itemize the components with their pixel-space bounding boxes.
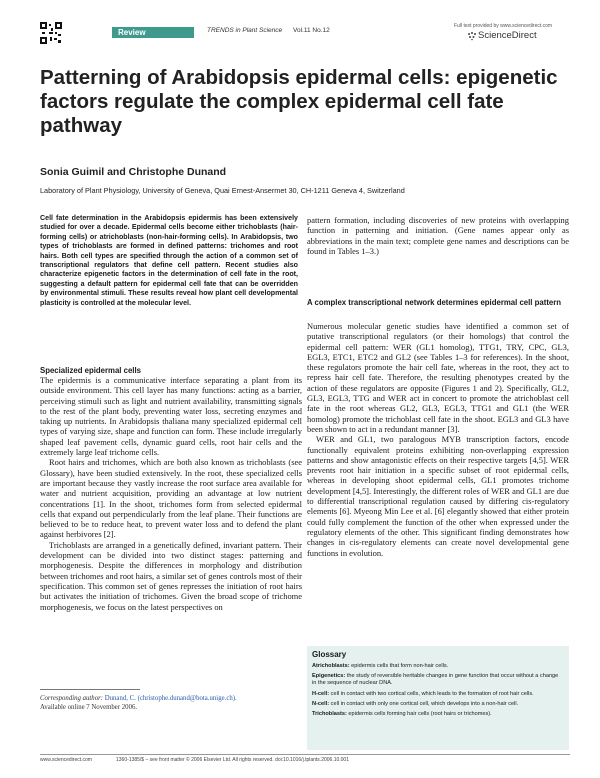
paragraph: pattern formation, including discoveries of new proteins with overlapping function in patterning and initiation. (Gene names appear only as abbreviations in the main text; complete gene names and descriptions can be found in Tables 1–3.) <box>307 215 569 256</box>
footnote-divider <box>40 689 140 690</box>
footnote-label: Corresponding author: <box>40 695 104 702</box>
article-title: Patterning of Arabidopsis epidermal cells: epigenetic factors regulate the complex epidermal cell fate pathway <box>40 66 558 137</box>
glossary-entry: N-cell: cell in contact with only one cortical cell, which develops into a non-hair cell. <box>312 700 519 707</box>
right-column-intro <box>307 215 569 256</box>
available-online: Available online 7 November 2006. <box>40 704 138 711</box>
qr-code-icon <box>40 22 62 44</box>
article-authors: Sonia Guimil and Christophe Dunand <box>40 166 227 178</box>
fulltext-note: Full text provided by www.sciencedirect.com <box>454 23 553 29</box>
article-abstract: Cell fate determination in the Arabidopsis epidermis has been extensively studied for over a decade. Epidermal cells become either trichoblasts (hair-forming cells) or atrichoblasts (non-hair-forming cells). In Arabidopsis, two types of trichoblasts are formed in defined patterns: trichomes and root hairs. Both cell types are specified through the action of a common set of transcriptional regulators that define cell pattern. Recent studies also characterize epigenetic factors in the determination of cell fate in the root, suggesting a default pattern for epidermal cell fate that can be overridden by environmental stimuli. These results reveal how plant cell developmental plasticity is controlled at the molecular level. <box>40 214 298 307</box>
footnote <box>40 694 237 712</box>
sciencedirect-brand[interactable]: ScienceDirect <box>478 30 537 41</box>
glossary-entry: Epigenetics: the study of reversible heritable changes in gene function that occur without a change in the sequence of nuclear DNA. <box>312 673 559 687</box>
bottom-divider <box>40 754 570 755</box>
journal-name: TRENDS in Plant Science <box>207 27 283 34</box>
section-tag: Review <box>112 27 194 38</box>
paragraph: The epidermis is a communicative interface separating a plant from its outside environment. This cell layer has many functions: acting as a barrier, perceiving stimuli such as light and nutrient availability, transmitting signals to the rest of the plant body, preventing water loss, secreting enzymes and taking up nutrients. In Arabidopsis thaliana many specialized epidermal cell types of varying size, shape and function can form. These include irregularly shaped leaf pavement cells, dynamic guard cells, root hair cells and the extremely large leaf trichome cells. <box>40 375 302 458</box>
article-affiliation: Laboratory of Plant Physiology, University of Geneva, Quai Ernest-Ansermet 30, CH-1211 Geneva 4, Switzerland <box>40 186 405 195</box>
paragraph: Trichoblasts are arranged in a genetically defined, invariant pattern. Their development can be divided into two distinct stages: patterning and morphogenesis. Despite the differences in morphology and distribution between trichomes and root hairs, a similar set of genes controls most of their specification. This common set of genes represses the initiation of root hairs but activates the initiation of trichomes. Given the broad scope of trichome morphogenesis, we focus on the latest perspectives on <box>40 539 302 612</box>
sciencedirect-logo-icon <box>467 31 477 41</box>
glossary-entry: H-cell: cell in contact with two cortical cells, which leads to the formation of root hair cells. <box>312 690 534 697</box>
paragraph: Numerous molecular genetic studies have identified a common set of putative transcriptional regulators (or their homologs) that control the epidermal cell pattern: WER (GL1 homolog), TTG1, TRY, CPC, GL3, EGL3, ETC1, ETC2 and GL2 (see Tables 1–3 for references). In the shoot, these regulators promote the hair cell fate, whereas in the root, they act to repress hair cell fate. Therefore, the resulting phenotypes created by the action of these regulators are opposite (Figures 1 and 2). Specifically, GL2, GL3, EGL3, TTG and WER act in concert to promote the atrichoblast cell fate in the root whereas GL2, GL3, EGL3, TTG1 and GL1 (the WER homolog) promote the trichoblast cell fate in the shoot. EGL3 and GL3 have been shown to act in a redundant manner [3]. <box>307 321 569 434</box>
right-column-body <box>307 321 569 558</box>
issn-doi: 1360-1385/$ – see front matter © 2006 Elsevier Ltd. All rights reserved. doi:10.1016/j.tplants.2006.10.001 <box>116 757 349 763</box>
site-link[interactable]: www.sciencedirect.com <box>40 757 92 763</box>
glossary-heading: Glossary <box>312 650 347 659</box>
journal-volume: Vol.11 No.12 <box>293 27 330 34</box>
paragraph: WER and GL1, two paralogous MYB transcription factors, encode functionally equivalent proteins exhibiting non-overlapping expression patterns and show antagonistic effects on their respective targets [4,5]. WER prevents root hair initiation in a specific subset of root epidermal cells, whereas in developing shoot epidermal cells, GL1 promotes trichome development [4,5]. Interestingly, the different roles of WER and GL1 are due to differential transcriptional regulation caused by differing cis-regulatory elements [6]. Myeong Min Lee et al. [6] elegantly showed that either protein could fully complement the function of the other when expressed under the regulatory elements of the other. This significant finding demonstrates how changes in cis-regulatory elements can create novel developmental gene functions in evolution. <box>307 434 569 558</box>
left-column-body <box>40 366 302 612</box>
section-heading: A complex transcriptional network determines epidermal cell pattern <box>307 298 562 307</box>
corresponding-author[interactable]: Dunand, C. (christophe.dunand@bota.unige.ch). <box>104 695 237 702</box>
glossary-entry: Trichoblasts: epidermis cells forming hair cells (root hairs or trichomes). <box>312 711 492 718</box>
glossary-entry: Atrichoblasts: epidermis cells that form non-hair cells. <box>312 663 449 669</box>
glossary-box <box>307 646 569 750</box>
section-heading: Specialized epidermal cells <box>40 366 141 375</box>
paragraph: Root hairs and trichomes, which are both also known as trichoblasts (see Glossary), have been studied extensively. In the root, these specialized cells are important because they vastly increase the root surface area available for water and nutrient acquisition, providing an advantage at low nutrient concentrations [1]. In the shoot, trichomes form from selected epidermal cells that expand out perpendicularly from the leaf plane. Their functions are believed to be to reduce heat, to prevent water loss and to defend the plant against herbivores [2]. <box>40 457 302 540</box>
